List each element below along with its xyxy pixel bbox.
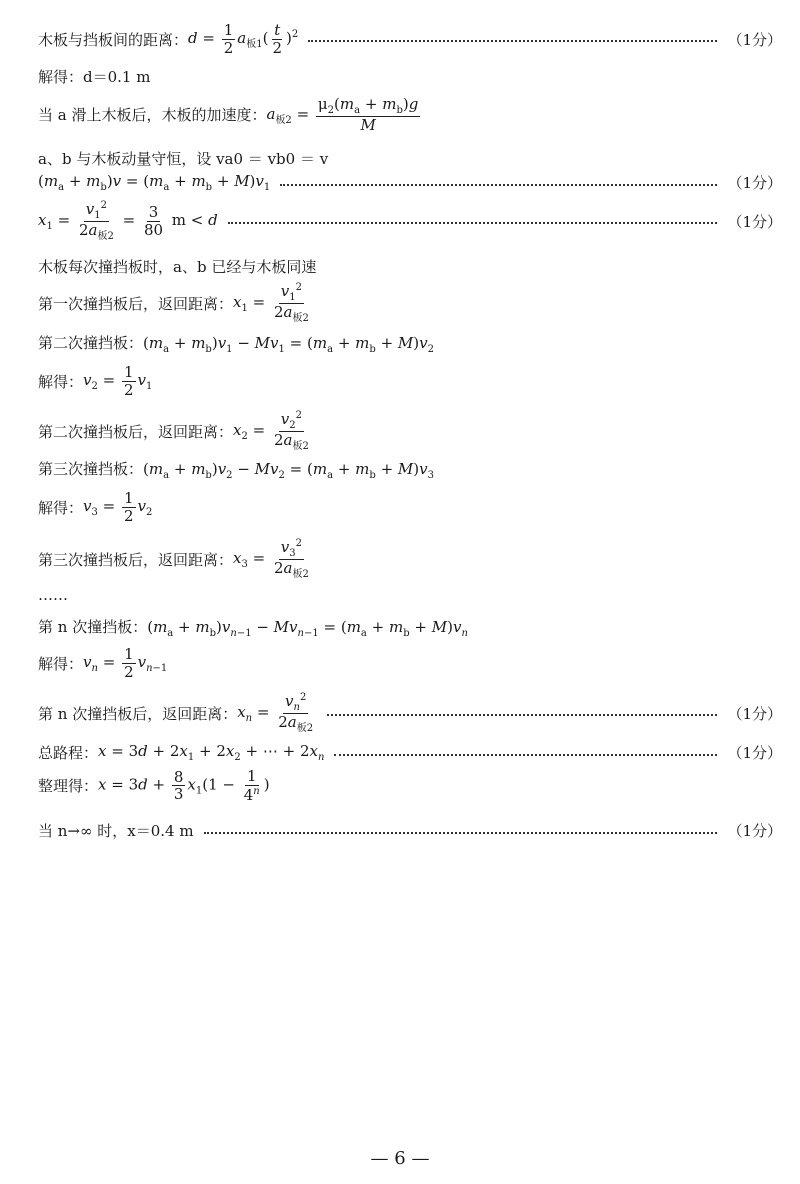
line-label: 解得： (38, 498, 84, 517)
line-solve-d: 解得：d＝0.1 m (38, 68, 151, 86)
line-third-collision (38, 458, 782, 481)
formula-vn: $v_n$ = $\frac{1}{2}$ $v_{n-1}$ (83, 645, 168, 681)
line-momentum-equation (38, 172, 782, 193)
line-limit-text: 当 n→∞ 时，x＝0.4 m (38, 822, 194, 840)
line-second-collision (38, 332, 782, 355)
line-label: 整理得： (38, 777, 99, 795)
leader-dots (228, 222, 718, 224)
line-label: 第三次撞挡板： (38, 460, 144, 478)
line-board-acceleration (38, 96, 782, 134)
score-1: （1分） (727, 30, 782, 49)
line-label: 解得： (38, 372, 84, 391)
formula-a2: $a_{板2}$ = $\frac{\mu_2(m_a + m_b)g}{M}$ (266, 95, 419, 134)
formula-v2: $v_2$ = $\frac{1}{2}$ $v_1$ (83, 363, 153, 399)
line-nth-collision (38, 616, 782, 639)
score-6: （1分） (727, 822, 782, 840)
line-ellipsis: …… (38, 586, 68, 604)
formula-v3: $v_3$ = $\frac{1}{2}$ $v_2$ (83, 489, 153, 525)
formula-second-collision: $(m_a + m_b)v_1 - Mv_1 = (m_a + m_b + M)v_2$ (143, 334, 434, 355)
formula-d: d = $\frac{1}{2}$ $a_{板1}$( $\frac{t}{2}$ )$^2$ (188, 21, 299, 57)
line-solve-vn (38, 646, 782, 680)
line-label: 第三次撞挡板后，返回距离： (38, 550, 234, 569)
formula-x1: $x_1$ = $\frac{v_1^2}{2a_{板2}}$ = $\frac{3}{80}$ m < d (38, 200, 218, 242)
formula-simplify: x = 3d + $\frac{8}{3}$ $x_1(1$ − $\frac{1}{4^n}$ ) (98, 767, 270, 804)
score-2: （1分） (727, 174, 782, 192)
line-momentum-conservation: a、b 与木板动量守恒，设 va0 ＝ vb0 ＝ v (38, 150, 329, 168)
score-3: （1分） (727, 212, 782, 231)
score-5: （1分） (727, 744, 782, 762)
line-limit (38, 820, 782, 841)
page-number: — 6 — (370, 1148, 430, 1169)
formula-x1-return: $x_1$ = $\frac{v_1^2}{2a_{板2}}$ (233, 282, 309, 324)
line-label: 总路程： (38, 744, 99, 762)
formula-x3-return: $x_3$ = $\frac{v_3^2}{2a_{板2}}$ (233, 538, 309, 580)
formula-nth-collision: $(m_a + m_b)v_{n-1} - Mv_{n-1} = (m_a + m_b + M)v_n$ (147, 618, 468, 639)
formula-third-collision: $(m_a + m_b)v_2 - Mv_2 = (m_a + m_b + M)v_3$ (143, 460, 434, 481)
leader-dots (334, 754, 717, 756)
line-label: 当 a 滑上木板后，木板的加速度： (38, 106, 267, 125)
line-board-distance (38, 22, 782, 56)
leader-dots (204, 832, 718, 834)
line-label: 第二次撞挡板： (38, 334, 144, 352)
line-label: 第 n 次撞挡板： (38, 618, 148, 636)
leader-dots (308, 40, 717, 42)
line-solve-v2 (38, 364, 782, 398)
line-label: 第二次撞挡板后，返回距离： (38, 422, 234, 441)
line-nth-return (38, 692, 782, 734)
line-third-return (38, 538, 782, 580)
formula-xn-return: $x_n$ = $\frac{v_n^2}{2a_{板2}}$ (237, 692, 314, 734)
line-label: 木板与挡板间的距离： (38, 30, 189, 49)
formula-x2-return: $x_2$ = $\frac{v_2^2}{2a_{板2}}$ (233, 410, 309, 452)
line-second-return (38, 410, 782, 452)
line-label: 第 n 次撞挡板后，返回距离： (38, 704, 238, 723)
line-label: 解得： (38, 654, 84, 673)
line-solve-v3 (38, 490, 782, 524)
line-first-return (38, 282, 782, 324)
line-total-path (38, 742, 782, 763)
line-same-velocity: 木板每次撞挡板时，a、b 已经与木板同速 (38, 258, 317, 276)
line-simplify (38, 768, 782, 803)
formula-total-path: $x = 3d + 2x_1 + 2x_2$ + ⋯ + $2x_n$ (98, 742, 325, 763)
line-x1-compare (38, 200, 782, 242)
formula-v1: $(m_a + m_b)v = (m_a + m_b + M)v_1$ (38, 172, 271, 193)
score-4: （1分） (727, 704, 782, 723)
leader-dots (327, 714, 717, 716)
line-label: 第一次撞挡板后，返回距离： (38, 294, 234, 313)
leader-dots (280, 184, 717, 186)
